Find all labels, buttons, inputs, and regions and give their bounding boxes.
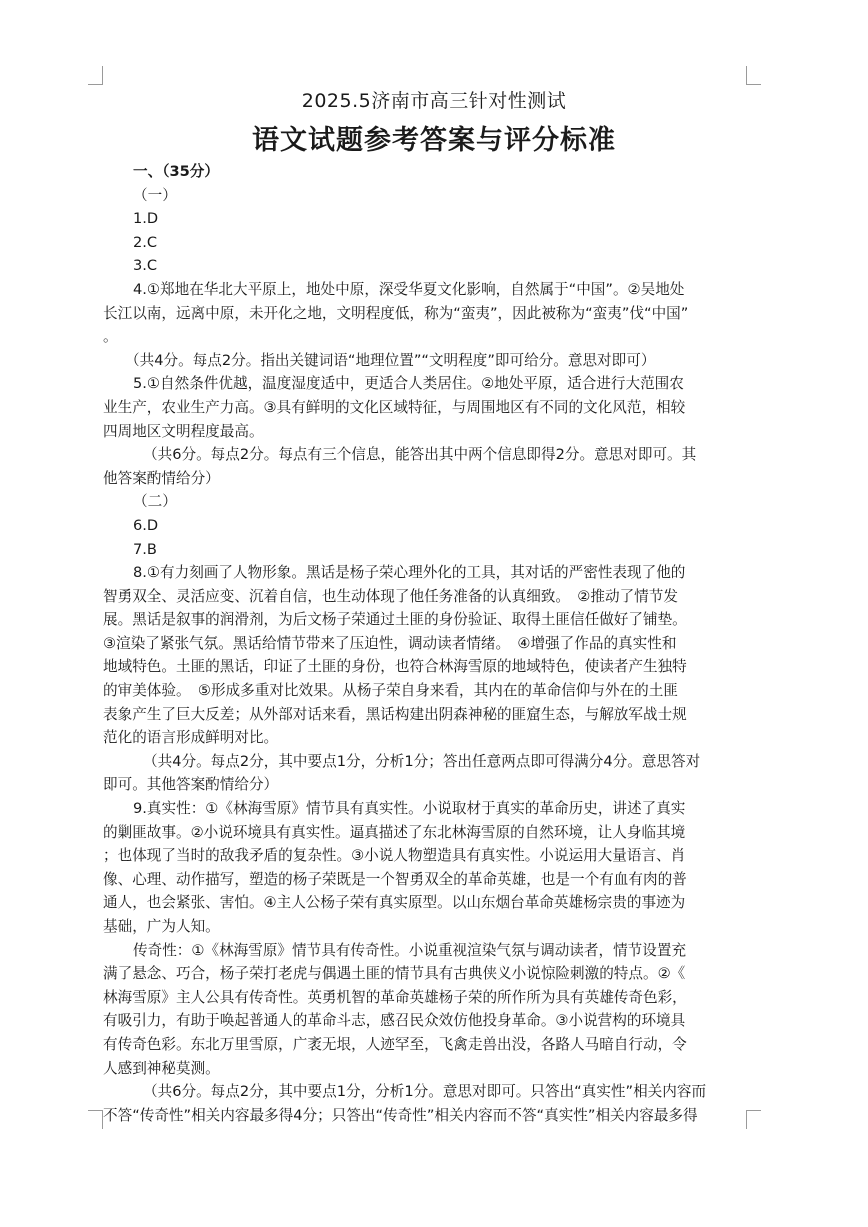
answer-line: 人感到神秘莫测。 — [103, 1059, 220, 1077]
answer-line: 的剿匪故事。②小说环境具有真实性。逼真描述了东北林海雪原的自然环境，让人身临其境 — [103, 823, 686, 841]
answer-line: 像、心理、动作描写，塑造的杨子荣既是一个智勇双全的革命英雄，也是一个有血有肉的普 — [103, 870, 687, 888]
subsection-heading: （二） — [133, 493, 177, 511]
answer-line: 有吸引力，有助于唤起普通人的革命斗志，感召民众效仿他投身革命。③小说营构的环境具 — [103, 1012, 686, 1030]
answer-line: 1.D — [133, 210, 159, 228]
scoring-note: 他答案酌情给分） — [103, 469, 220, 487]
answer-line: 林海雪原》主人公具有传奇性。英勇机智的革命英雄杨子荣的所作所为具有英雄传奇色彩， — [103, 988, 687, 1006]
answer-line: 智勇双全、灵活应变、沉着自信，也生动体现了他任务准备的认真细致。 ②推动了情节发 — [103, 587, 678, 605]
answer-line: 展。黑话是叙事的润滑剂，为后文杨子荣通过土匪的身份验证、取得土匪信任做好了铺垫。 — [103, 611, 687, 629]
answer-line: 通人，也会紧张、害怕。④主人公杨子荣有真实原型。以山东烟台革命英雄杨宗贵的事迹为 — [103, 894, 686, 912]
scoring-note: （共4分。每点2分。指出关键词语“地理位置”“文明程度”即可给分。意思对即可） — [125, 351, 656, 369]
answer-line: 业生产，农业生产力高。③具有鲜明的文化区域特征，与周围地区有不同的文化风范，相较 — [103, 398, 686, 416]
answer-line: 四周地区文明程度最高。 — [103, 422, 264, 440]
answer-line: 的审美体验。 ⑤形成多重对比效果。从杨子荣自身来看，其内在的革命信仰与外在的土匪 — [103, 682, 678, 700]
subsection-heading: （一） — [133, 186, 177, 204]
answer-line: 传奇性：①《林海雪原》情节具有传奇性。小说重视渲染气氛与调动读者，情节设置充 — [133, 941, 687, 959]
answer-line: 地域特色。土匪的黑话，印证了土匪的身份，也符合林海雪原的地域特色，使读者产生独特 — [103, 658, 687, 676]
answer-line: ③渲染了紧张气氛。黑话给情节带来了压迫性，调动读者情绪。 ④增强了作品的真实性和 — [103, 634, 677, 652]
answer-line: 4.①郑地在华北大平原上，地处中原，深受华夏文化影响，自然属于“中国”。②吴地处 — [133, 280, 685, 298]
answer-line: 8.①有力刻画了人物形象。黑话是杨子荣心理外化的工具，其对话的严密性表现了他的 — [133, 564, 686, 582]
crop-mark-top-right — [746, 66, 761, 85]
answer-line: 。 — [103, 328, 118, 346]
answer-line: 范化的语言形成鲜明对比。 — [103, 729, 279, 747]
answer-line: 表象产生了巨大反差；从外部对话来看，黑话构建出阴森神秘的匪窟生态，与解放军战士规 — [103, 705, 687, 723]
answer-line: 2.C — [133, 233, 158, 251]
answer-line: 基础，广为人知。 — [103, 918, 220, 935]
answer-line: 长江以南，远离中原，未开化之地，文明程度低，称为“蛮夷”，因此被称为“蛮夷”伐“中国” — [103, 304, 689, 322]
scoring-note: （共4分。每点2分，其中要点1分，分析1分；答出任意两点即可得满分4分。意思答对 — [143, 752, 701, 770]
scoring-note: （共6分。每点2分。每点有三个信息，能答出其中两个信息即得2分。意思对即可。其 — [143, 446, 697, 464]
answer-content — [103, 160, 749, 1127]
scoring-note: 不答“传奇性”相关内容最多得4分；只答出“传奇性”相关内容而不答“真实性”相关内容最多得 — [103, 1106, 698, 1124]
section-heading: 一、（35分） — [133, 163, 219, 180]
answer-line: 7.B — [133, 540, 157, 558]
answer-line: 5.①自然条件优越，温度湿度适中，更适合人类居住。②地处平原，适合进行大范围农 — [133, 375, 684, 393]
document-title: 语文试题参考答案与评分标准 — [252, 125, 616, 156]
answer-line: ；也体现了当时的敌我矛盾的复杂性。③小说人物塑造具有真实性。小说运用大量语言、肖 — [103, 847, 686, 865]
answer-line: 满了悬念、巧合，杨子荣打老虎与偶遇土匪的情节具有古典侠义小说惊险刺激的特点。②《 — [103, 965, 686, 983]
crop-mark-bottom-left — [88, 1110, 103, 1129]
scoring-note: 即可。其他答案酌情给分） — [103, 776, 279, 794]
exam-title: 2025.5济南市高三针对性测试 — [301, 90, 567, 112]
scoring-note: （共6分。每点2分，其中要点1分，分析1分。意思对即可。只答出“真实性”相关内容而 — [143, 1083, 707, 1101]
answer-line: 6.D — [133, 516, 159, 534]
crop-mark-top-left — [88, 66, 103, 85]
answer-line: 有传奇色彩。东北万里雪原，广袤无垠，人迹罕至，飞禽走兽出没，各路人马暗自行动，令 — [103, 1035, 687, 1053]
answer-line: 9.真实性：①《林海雪原》情节具有真实性。小说取材于真实的革命历史，讲述了真实 — [133, 800, 686, 818]
answer-line: 3.C — [133, 257, 158, 275]
